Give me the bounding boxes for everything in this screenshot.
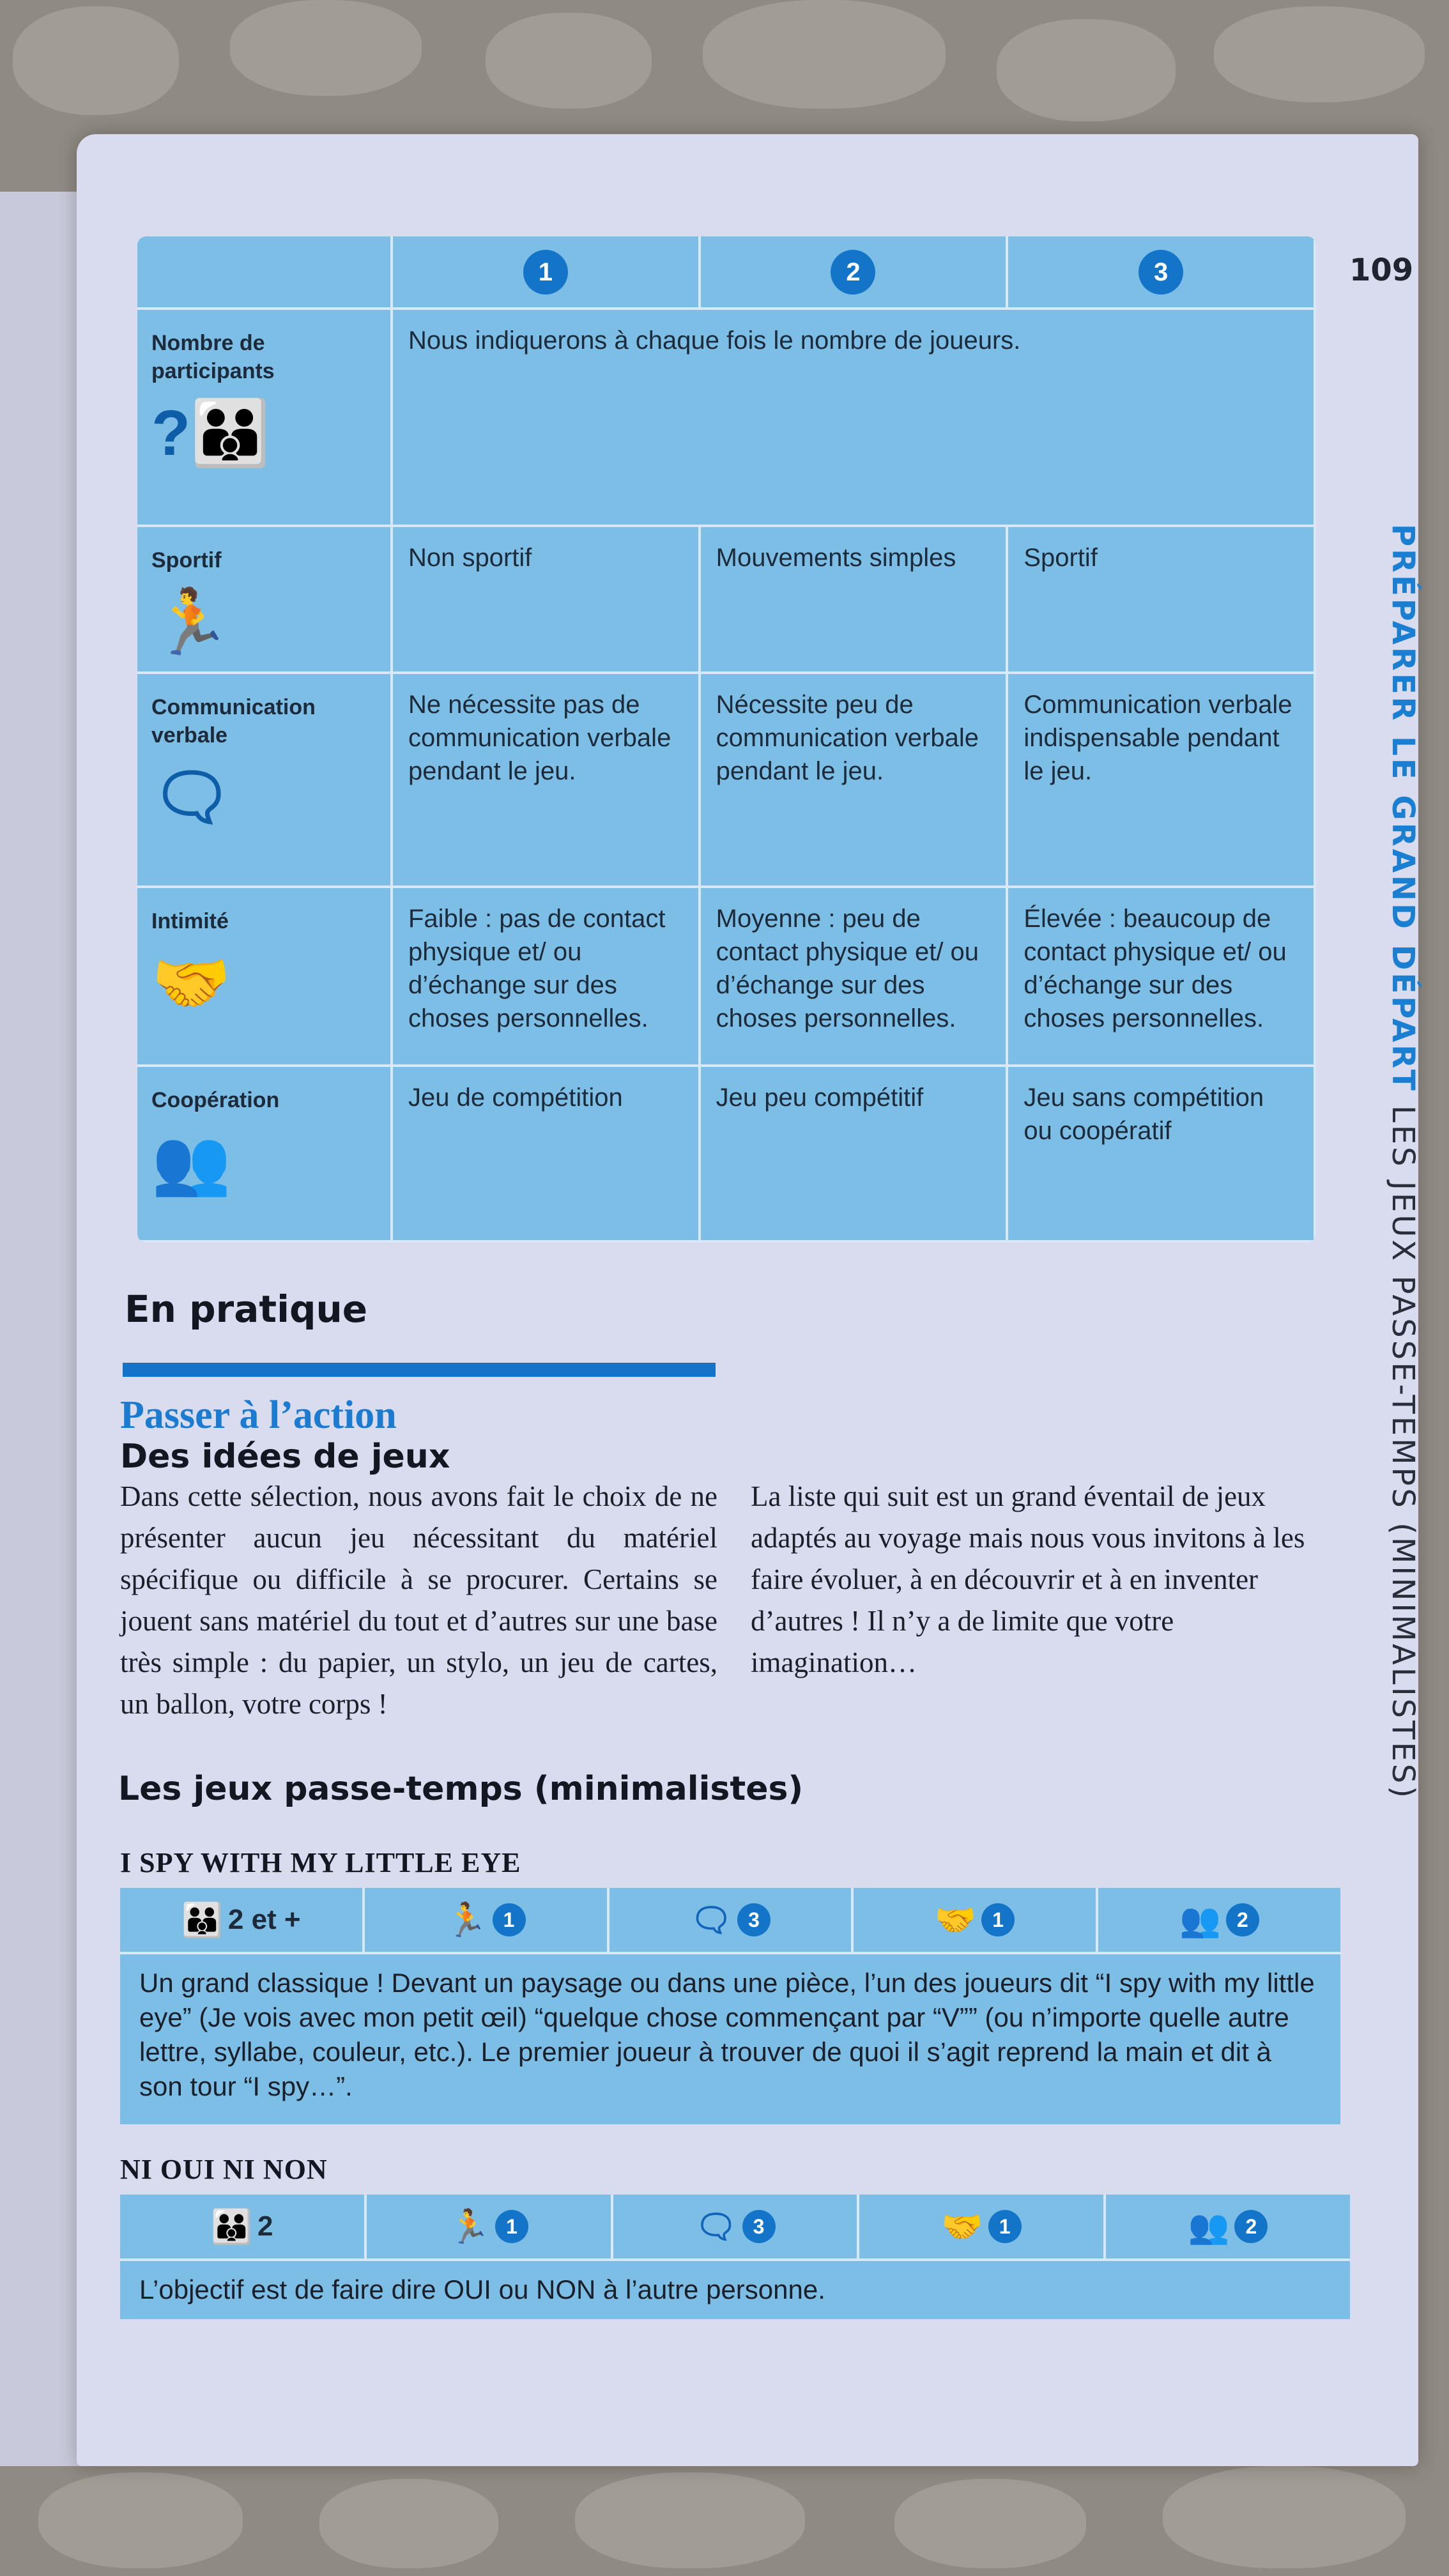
row-label-cooperation [137,1067,393,1243]
communication-rating [610,1888,854,1952]
people-question-icon: 👪 [181,1901,223,1939]
score-circle: 2 [1226,1903,1259,1936]
intimite-rating [859,2195,1106,2258]
subsection-subheading: Des idées de jeux [120,1438,450,1476]
players-count: 2 et + [227,1904,301,1935]
score-circle: 1 [988,2210,1022,2243]
characteristics-table [137,236,1316,1243]
running-person-icon: 🏃 [151,586,231,658]
group-icon: 👥 [151,1126,231,1198]
left-page-edge [0,192,83,2466]
game-ratings-bar [120,2195,1350,2261]
table-cell: Non sportif [393,527,701,674]
intimite-rating [854,1888,1098,1952]
game-title: I SPY WITH MY LITTLE EYE [120,1847,521,1878]
sportif-rating [365,1888,610,1952]
table-cell: Élevée : beaucoup de contact physique et/ ou d’échange sur des choses personnelles. [1008,888,1316,1067]
table-cell: Nous indiquerons à chaque fois le nombre de joueurs. [393,310,1316,527]
running-person-icon: 🏃 [448,2208,491,2246]
row-label-text: Nombre de participants [151,331,275,383]
subsection-heading: Passer à l’action [120,1393,397,1437]
table-cell: Jeu sans compétition ou coopératif [1008,1067,1316,1243]
score-circle: 3 [737,1903,770,1936]
players-rating [120,1888,365,1952]
score-circle: 1 [495,2210,528,2243]
handshake-icon: 🤝 [941,2208,983,2246]
group-icon: 👥 [1179,1901,1221,1939]
games-heading: Les jeux passe-temps (minimalistes) [118,1770,804,1808]
row-label-text: Communication verbale [151,695,316,747]
score-circle: 1 [493,1903,526,1936]
row-label-sportif [137,527,393,674]
handshake-icon: 🤝 [935,1901,977,1939]
score-circle: 2 [1234,2210,1268,2243]
side-title-accent: PRÉPARER LE GRAND DÉPART [1385,524,1421,1093]
row-label-text: Intimité [151,909,229,933]
game-description: Un grand classique ! Devant un paysage ou dans une pièce, l’un des joueurs dit “I spy with my little eye” (Je vois avec mon petit œil) “quelque chose commençant par “V”” (ou n’importe quelle autre lettre, syllabe, couleur, etc.). Le premier joueur à trouver de quoi il s’agit reprend la main et dit à son tour “I spy…”. [139,1968,1315,2101]
row-label-text: Coopération [151,1088,280,1112]
level-circle: 3 [1138,250,1183,295]
row-label-participants [137,310,393,527]
cooperation-rating [1106,2195,1350,2258]
level-header-2 [701,236,1009,310]
table-cell: Sportif [1008,527,1316,674]
body-paragraph: La liste qui suit est un grand éventail de jeux adaptés au voyage mais nous vous invitons à les faire évoluer, à en découvrir et à en inventer d’autres ! Il n’y a de limite que votre imagination… [751,1480,1305,1678]
table-cell: Jeu de compétition [393,1067,701,1243]
people-question-icon: ?👪 [151,397,270,469]
level-circle: 1 [523,250,568,295]
speech-bubble-icon: 🗨 [151,762,233,833]
handshake-icon: 🤝 [151,947,231,1019]
score-circle: 1 [981,1903,1015,1936]
people-question-icon: 👪 [211,2208,253,2246]
speech-bubble-icon: 🗨 [689,1901,732,1939]
cooperation-rating [1098,1888,1340,1952]
speech-bubble-icon: 🗨 [694,2208,737,2246]
sportif-rating [367,2195,613,2258]
table-corner [137,236,393,310]
communication-rating [613,2195,860,2258]
table-cell: Nécessite peu de communication verbale pendant le jeu. [701,674,1009,888]
row-label-text: Sportif [151,548,222,572]
row-label-communication [137,674,393,888]
table-cell: Jeu peu compétitif [701,1067,1009,1243]
table-cell: Mouvements simples [701,527,1009,674]
section-rule [123,1363,716,1377]
page-number: 109 [1349,252,1414,288]
side-title-rest: LES JEUX PASSE-TEMPS (MINIMALISTES) [1385,1105,1421,1800]
score-circle: 3 [742,2210,776,2243]
game-card [120,1888,1340,2124]
game-description: L’objectif est de faire dire OUI ou NON à l’autre personne. [139,2274,825,2304]
table-cell: Moyenne : peu de contact physique et/ ou d’échange sur des choses personnelles. [701,888,1009,1067]
running-person-icon: 🏃 [445,1901,487,1939]
group-icon: 👥 [1188,2208,1230,2246]
section-heading: En pratique [125,1287,368,1331]
body-paragraph: Dans cette sélection, nous avons fait le choix de ne présenter aucun jeu nécessitant du matériel spécifique ou difficile à se procurer. Certains se jouent sans matériel du tout et d’autres sur une base très simple : du papier, un stylo, un jeu de cartes, un ballon, votre corps ! [120,1480,717,1720]
table-cell: Ne nécessite pas de communication verbale pendant le jeu. [393,674,701,888]
side-running-title [1385,524,1421,1800]
game-ratings-bar [120,1888,1340,1954]
level-header-3 [1008,236,1316,310]
players-rating [120,2195,367,2258]
level-circle: 2 [831,250,875,295]
row-label-intimite [137,888,393,1067]
level-header-1 [393,236,701,310]
players-count: 2 [257,2211,273,2242]
table-cell: Communication verbale indispensable pendant le jeu. [1008,674,1316,888]
game-title: NI OUI NI NON [120,2154,328,2185]
game-card [120,2195,1350,2319]
table-cell: Faible : pas de contact physique et/ ou d’échange sur des choses personnelles. [393,888,701,1067]
